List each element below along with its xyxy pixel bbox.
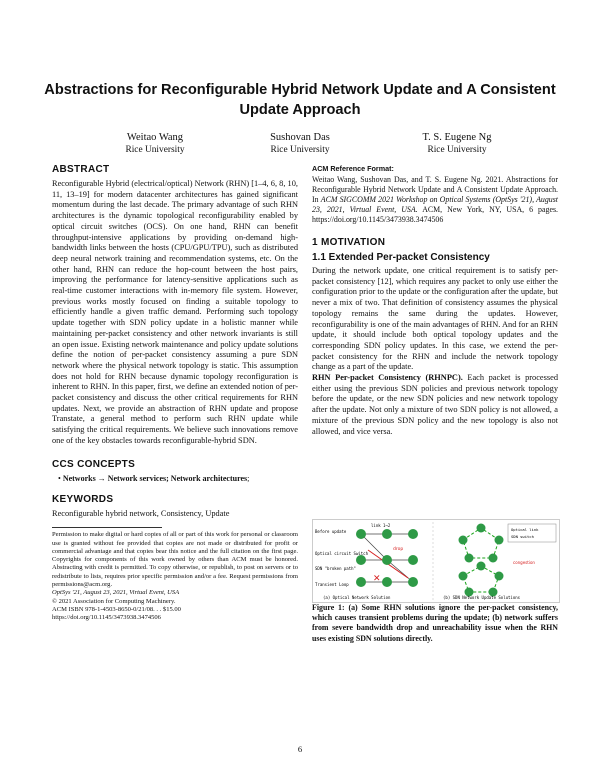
section-motivation-heading: 1 MOTIVATION bbox=[312, 237, 386, 248]
bullet-icon: • bbox=[58, 473, 61, 483]
label-b: (b) SDN Network Update Solutions bbox=[443, 595, 521, 600]
figure-caption: Figure 1: (a) Some RHN solutions ignore the per-packet consistency, which causes transient problems during the update; (b) network suffers from severe bandwidth drop and unreachability issue when the RHN uses existing SDN solutions directly. bbox=[312, 603, 558, 643]
switch-node bbox=[459, 536, 468, 545]
abstract-text: Reconfigurable Hybrid (electrical/optical) Network (RHN) [1–4, 6, 8, 10, 11, 13–19] for modern datacenter architectures has gained significant momentum during the last decade. The primary advantage of such RHN architectures is the dynamic topological reconfigurability enabled by optical circuit switches (OCS). On one hand, RHN can benefit throughput-intensive applications by providing on-demand high-bandwidth links between the hosts (CPU/GPU/TPU), such as distributed deep neural network training and recommendation systems, etc. On the other hand, RHN can reduce the hop-count between the host pairs, improving the performance for latency-sensitive applications such as real-time customer interactions with in-memory file system. However, previous works mostly focused on finding a suitable topology to efficiently handle a given traffic demand. Performing such topology update together with SDN policy update in a holistic manner while maintaining per-packet consistency and other network invariants is still an open issue. Existing network maintenance and policy update solutions define the notion of per-packet consistency assuming a pure SDN network where the physical network topology is static. This assumption does not hold for RHN because dynamic topology reconfiguration is inherent to RHN. In this paper, first, we define an extended notion of per-packet consistency and discuss the other critical requirements for RHN updates. Next, we provide an abstraction of RHN update and propose Transtate, a general method to perform such RHN update while satisfying the critical requirements. We believe such innovations remove one of the key obstacles towards reconfigurable-hybrid SDN. bbox=[52, 179, 298, 445]
switch-node bbox=[356, 577, 366, 587]
author-name: Weitao Wang bbox=[126, 132, 184, 143]
subsection-heading: 1.1 Extended Per-packet Consistency bbox=[312, 252, 490, 263]
tag-sdn: SDN "broken path" bbox=[315, 566, 356, 571]
right-column bbox=[312, 164, 558, 437]
reference-text-a: Weitao Wang, Sushovan Das, and T. S. Eugene Ng. 2021. Abstractions for Reconfigurable Hybrid Network Update and A Consistent Update Approach. In bbox=[312, 175, 558, 204]
switch-node bbox=[408, 555, 418, 565]
paper-title: Abstractions for Reconfigurable Hybrid Network Update and A Consistent Update Approach bbox=[44, 82, 556, 118]
footnote-rule bbox=[52, 527, 162, 528]
tag-optical-link: Optical link bbox=[511, 527, 539, 532]
author-3 bbox=[372, 131, 542, 157]
motivation-paragraph-2 bbox=[312, 373, 558, 437]
tag-transient: Transient Loop bbox=[315, 582, 349, 587]
switch-node bbox=[459, 572, 468, 581]
figure-diagram bbox=[313, 520, 559, 602]
ccs-item bbox=[58, 474, 298, 484]
switch-node bbox=[408, 577, 418, 587]
abstract-heading: ABSTRACT bbox=[52, 164, 110, 175]
switch-node bbox=[477, 524, 486, 533]
reference-format-text bbox=[312, 175, 558, 225]
tag-link: link 1→2 bbox=[371, 523, 391, 528]
page-number: 6 bbox=[297, 744, 303, 754]
switch-node bbox=[382, 577, 392, 587]
tag-congest: congestion bbox=[513, 560, 535, 565]
tag-optical: Optical circuit Switch bbox=[315, 551, 368, 556]
author-affiliation: Rice University bbox=[125, 145, 185, 155]
tag-drop: drop bbox=[393, 547, 404, 552]
ccs-services: Network services; Network architectures bbox=[107, 473, 248, 483]
switch-node bbox=[382, 529, 392, 539]
author-affiliation: Rice University bbox=[427, 145, 487, 155]
switch-node bbox=[356, 555, 366, 565]
tag-sdn-switch: SDN switch bbox=[511, 534, 534, 539]
rhnpc-text: Each packet is processed either using the previous SDN policies and previous network topology before the update, or the new SDN policies and new network topology after the update. Not only a mixture of two SDN policy is not allowed, a mixture of the previous SDN policy and the new topology is also not allowed, and vice versa. bbox=[312, 373, 558, 436]
panel-a bbox=[315, 523, 418, 600]
permission-text: Permission to make digital or hard copies of all or part of this work for personal or classroom use is granted without fee provided that copies are not made or distributed for profit or commercial advantage and that copies bear this notice and the full citation on the first page. Copyrights for components of this work owned by others than ACM must be honored. Abstracting with credit is permitted. To copy otherwise, or republish, to post on servers or to redistribute to lists, requires prior specific permission and/or a fee. Request permissions from permissions@acm.org. bbox=[52, 531, 298, 589]
left-column bbox=[52, 164, 298, 623]
switch-node bbox=[465, 554, 474, 563]
x-mark-icon: ✕ bbox=[373, 574, 381, 584]
ccs-networks: Networks bbox=[62, 473, 96, 483]
permission-doi[interactable]: https://doi.org/10.1145/3473938.3474506 bbox=[52, 614, 161, 622]
ccs-heading: CCS CONCEPTS bbox=[52, 458, 136, 470]
permission-venue: OptSys '21, August 23, 2021, Virtual Event, USA bbox=[52, 589, 180, 597]
author-name: Sushovan Das bbox=[270, 132, 330, 143]
panel-b bbox=[443, 524, 556, 601]
tag-before: Before update bbox=[315, 529, 347, 534]
switch-node bbox=[382, 555, 392, 565]
author-2 bbox=[215, 131, 385, 157]
figure-1 bbox=[312, 519, 560, 603]
reference-venue: ACM SIGCOMM 2021 Workshop on Optical Systems (OptSys '21), August 23, 2021, Virtual Event, USA. bbox=[312, 195, 558, 214]
switch-node bbox=[489, 554, 498, 563]
motivation-paragraph-1: During the network update, one critical requirement is to satisfy per-packet consistency [12], which requires any packet to only use either the configuration prior to the update or the configuration after the update, but never a mix of two. That definition of consistency assumes the physical topology remains the same during the updates. However, reconfigurability is one of the main advantages of RHN. And for an RHN update, it should include both optical topology updates and the corresponding SDN policy updates. In this case, we extend the per-packet consistency for the RHN and include the network topology change as a part of the update. bbox=[312, 266, 558, 372]
author-name: T. S. Eugene Ng bbox=[422, 132, 492, 143]
switch-node bbox=[408, 529, 418, 539]
permission-copyright: © 2021 Association for Computing Machinery. bbox=[52, 597, 176, 605]
rhnpc-term: RHN Per-packet Consistency (RHNPC). bbox=[312, 373, 463, 383]
switch-node bbox=[356, 529, 366, 539]
author-affiliation: Rice University bbox=[270, 145, 330, 155]
label-a: (a) Optical Network Solution bbox=[323, 595, 391, 600]
switch-node bbox=[495, 536, 504, 545]
ccs-end: ; bbox=[247, 473, 250, 483]
switch-node bbox=[495, 572, 504, 581]
switch-node bbox=[477, 562, 486, 571]
reference-text-b: ACM, New York, NY, USA, 6 pages. https://doi.org/10.1145/3473938.3474506 bbox=[312, 205, 558, 224]
permission-isbn: ACM ISBN 978-1-4503-8650-0/21/08. . . $15.00 bbox=[52, 605, 181, 613]
keywords-heading: KEYWORDS bbox=[52, 493, 114, 505]
keywords-text: Reconfigurable hybrid network, Consistency, Update bbox=[52, 508, 230, 518]
reference-format-heading: ACM Reference Format: bbox=[312, 164, 394, 173]
arrow-icon: → bbox=[97, 473, 106, 483]
